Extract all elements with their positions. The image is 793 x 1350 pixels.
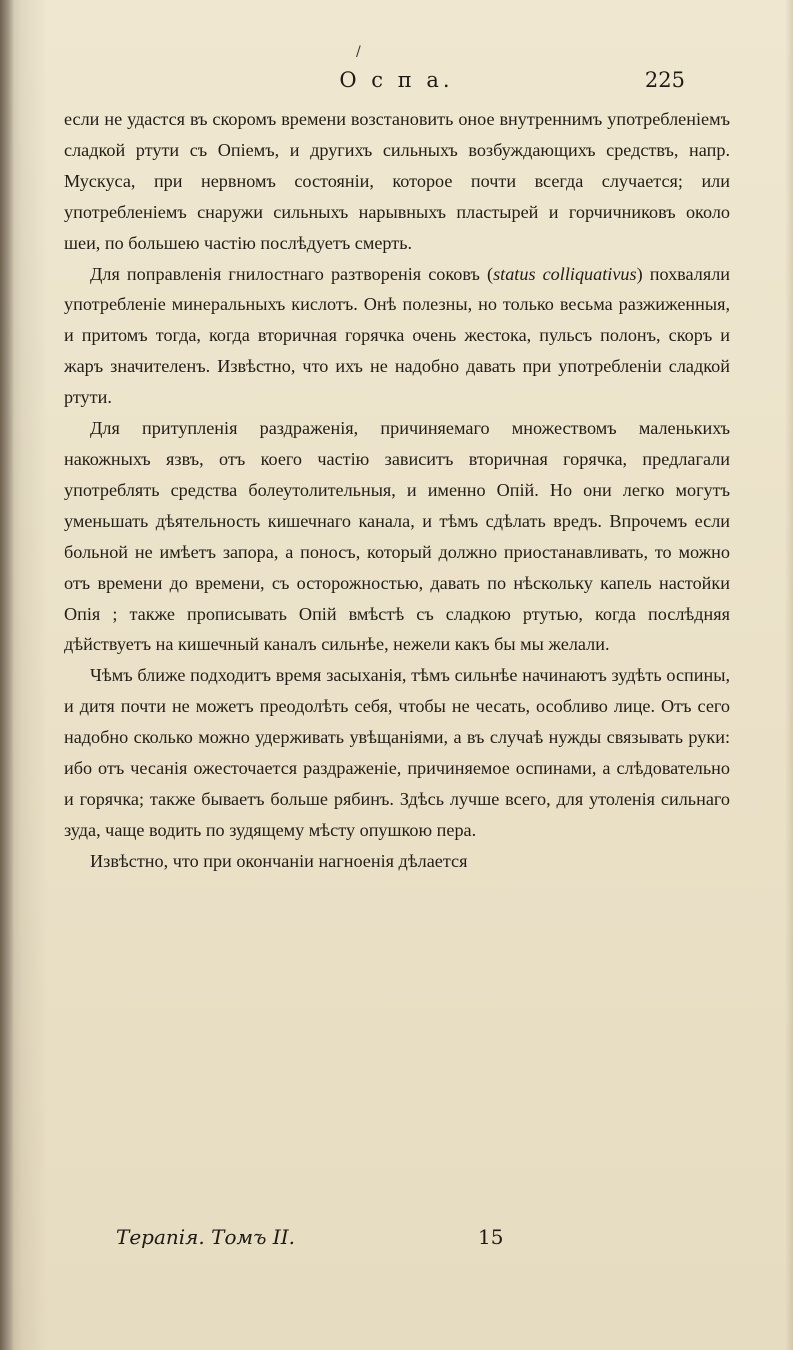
page-number: 225: [644, 68, 685, 92]
paragraph-2-end: ) похваляли употребленіе минеральныхъ кислотъ. Онѣ полезны, но только весьма разжиженныя, и притомъ тогда, когда вторичная горячка очень жестока, пульсъ полонъ, скоръ и жаръ значителенъ. Извѣстно, что ихъ не надобно давать при употребленіи сладкой ртути.: [64, 263, 731, 408]
paragraph-3: Для притупленія раздраженія, причиняемаго множествомъ маленькихъ накожныхъ язвъ, отъ коего частію зависитъ вторичная горячка, предлагали употреблять средства болеутолительныя, и именно Опій. Но они легко могутъ уменьшать дѣятельность кишечнаго канала, и тѣмъ сдѣлать вредъ. Впрочемъ если больной не имѣетъ запора, а поносъ, который должно приостанавливать, то можно отъ времени до времени, съ осторожностью, давать по нѣскольку капель настойки Опія ; также прописывать Опій вмѣстѣ съ сладкою ртутью, когда послѣдняя дѣйствуетъ на кишечный каналъ сильнѣе, нежели какъ бы мы желали.: [64, 418, 730, 655]
paragraph-4: Чѣмъ ближе подходитъ время засыханія, тѣмъ сильнѣе начинаютъ зудѣть оспины, и дитя почти не можетъ преодолѣть себя, чтобы не чесать, особливо лице. Отъ сего надобно сколько можно удерживать увѣщаніями, а въ случаѣ нужды связывать руки: ибо отъ чесанія ожесточается раздраженіе, причиняемое оспинами, а слѣдовательно и горячка; также бываетъ больше рябинъ. Здѣсь лучше всего, для утоленія сильнаго зуда, чаще водить по зудящему мѣсту опушкою пера.: [64, 665, 730, 840]
page-title: О с п а.: [339, 68, 454, 92]
paragraph-5: Извѣстно, что при окончаніи нагноенія дѣлается: [90, 850, 468, 871]
page-footer: [0, 1225, 793, 1259]
page-binding-shadow: [0, 0, 14, 1350]
body-text: [64, 104, 730, 877]
page-edge-shadow: [785, 0, 793, 1350]
signature-mark: 15: [478, 1225, 504, 1249]
footer-volume-title: Терапія. Томъ II.: [116, 1225, 295, 1249]
paragraph-1: если не удастся въ скоромъ времени возстановить оное внутреннимъ употребленіемъ сладкой ртути съ Опіемъ, и другихъ сильныхъ возбуждающихъ средствъ, напр. Мускуса, при нервномъ состояніи, которое почти всегда случается; или употребленіемъ снаружи сильныхъ нарывныхъ пластырей и горчичниковъ около шеи, по большею частію послѣдуетъ смерть.: [64, 109, 730, 253]
header-mark: /: [356, 44, 361, 60]
latin-term: status colliquativus: [493, 263, 637, 284]
paragraph-2: [64, 259, 730, 414]
running-head: [0, 68, 793, 98]
paragraph-2-start: Для поправленія гнилостнаго разтворенія соковъ (: [90, 263, 494, 284]
